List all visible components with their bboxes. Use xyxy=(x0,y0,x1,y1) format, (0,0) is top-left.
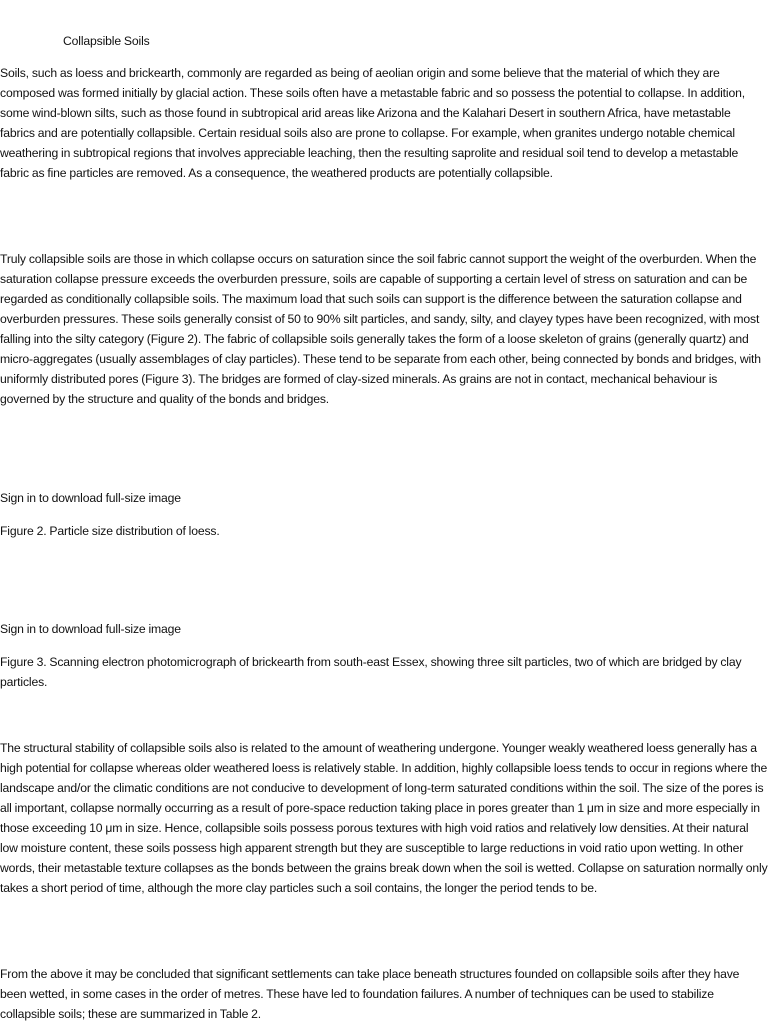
paragraph-truly-collapsible: Truly collapsible soils are those in which collapse occurs on saturation since the soil fabric cannot support the weight of the overburden. When the saturation collapse pressure exceeds the overburden pressure, soils are capable of supporting a certain level of stress on saturation and can be regarded as conditionally collapsible soils. The maximum load that such soils can support is the difference between the saturation collapse and overburden pressures. These soils generally consist of 50 to 90% silt particles, and sandy, silty, and clayey types have been recognized, with most falling into the silty category (Figure 2). The fabric of collapsible soils generally takes the form of a loose skeleton of grains (generally quartz) and micro-aggregates (usually assemblages of clay particles). These tend to be separate from each other, being connected by bonds and bridges, with uniformly distributed pores (Figure 3). The bridges are formed of clay-sized minerals. As grains are not in contact, mechanical behaviour is governed by the structure and quality of the bonds and bridges. xyxy=(0,252,761,406)
document-title: Collapsible Soils xyxy=(63,34,150,48)
figure-3-download-link[interactable]: Sign in to download full-size image xyxy=(0,622,181,636)
figure-3-caption: Figure 3. Scanning electron photomicrograph of brickearth from south-east Essex, showing three silt particles, two of which are bridged by clay particles. xyxy=(0,655,742,689)
figure-2-download-link[interactable]: Sign in to download full-size image xyxy=(0,491,181,505)
paragraph-structural-stability: The structural stability of collapsible soils also is related to the amount of weathering undergone. Younger weakly weathered loess generally has a high potential for collapse whereas older weathered loess is relatively stable. In addition, highly collapsible loess tends to occur in regions where the landscape and/or the climatic conditions are not conducive to development of long-term saturated conditions within the soil. The size of the pores is all important, collapse normally occurring as a result of pore-space reduction taking place in pores greater than 1 μm in size and more especially in those exceeding 10 μm in size. Hence, collapsible soils possess porous textures with high void ratios and relatively low densities. At their natural low moisture content, these soils possess high apparent strength but they are susceptible to large reductions in void ratio upon wetting. In other words, their metastable texture collapses as the bonds between the grains break down when the soil is wetted. Collapse on saturation normally only takes a short period of time, although the more clay particles such a soil contains, the longer the period tends to be. xyxy=(0,741,768,895)
figure-2-caption: Figure 2. Particle size distribution of loess. xyxy=(0,524,220,538)
paragraph-conclusion: From the above it may be concluded that significant settlements can take place beneath structures founded on collapsible soils after they have been wetted, in some cases in the order of metres. These have led to foundation failures. A number of techniques can be used to stabilize collapsible soils; these are summarized in Table 2. xyxy=(0,967,740,1021)
paragraph-origin: Soils, such as loess and brickearth, commonly are regarded as being of aeolian origin and some believe that the material of which they are composed was formed initially by glacial action. These soils often have a metastable fabric and so possess the potential to collapse. In addition, some wind-blown silts, such as those found in subtropical arid areas like Arizona and the Kalahari Desert in southern Africa, have metastable fabrics and are potentially collapsible. Certain residual soils also are prone to collapse. For example, when granites undergo notable chemical weathering in subtropical regions that involves appreciable leaching, then the resulting saprolite and residual soil tend to develop a metastable fabric as fine particles are removed. As a consequence, the weathered products are potentially collapsible. xyxy=(0,66,745,180)
